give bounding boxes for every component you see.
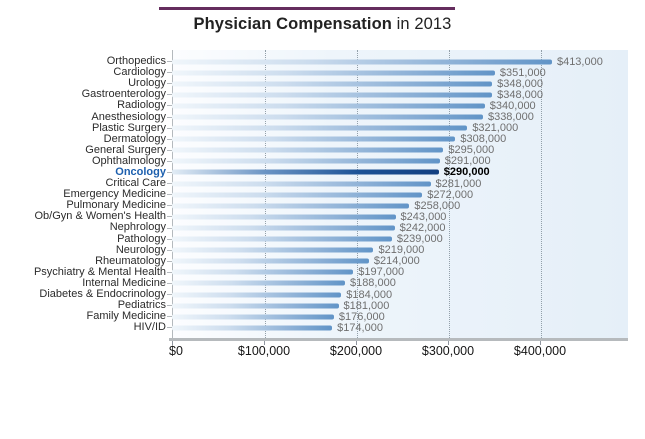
bar [172,259,369,264]
x-axis-label: $300,000 [421,344,475,358]
bar-track [172,211,645,222]
bar [172,70,495,75]
bar [172,192,422,197]
category-label: Ophthalmology [92,154,166,167]
value-label: $188,000 [349,277,396,290]
bar [172,170,439,175]
bar [172,59,552,64]
bar-row [0,322,645,333]
bar-row [0,111,645,122]
value-label: $219,000 [378,244,425,257]
bar [172,225,395,230]
chart-title-suffix: in 2013 [391,15,452,33]
value-label: $176,000 [338,310,385,323]
x-axis-line [169,338,628,341]
bar [172,181,431,186]
bar-track [172,256,645,267]
chart-title [0,15,645,34]
bar-track [172,156,645,167]
category-label: Urology [128,77,166,90]
value-label: $351,000 [499,66,546,79]
category-label: Nephrology [109,221,166,234]
bar-track [172,111,645,122]
category-label: Emergency Medicine [63,188,166,201]
bar-row [0,211,645,222]
bar-track [172,300,645,311]
value-label: $321,000 [472,122,519,135]
bar [172,203,409,208]
bar [172,325,332,330]
bar-track [172,67,645,78]
bar-row [0,167,645,178]
value-label: $295,000 [448,144,495,157]
bar [172,214,396,219]
category-label: Rheumatology [95,254,166,267]
category-label: Gastroenterology [81,88,166,101]
bar [172,159,440,164]
bar [172,115,483,120]
value-label: $290,000 [443,166,490,179]
value-label: $214,000 [373,255,420,268]
value-label: $308,000 [460,133,507,146]
category-label: HIV/ID [133,321,166,334]
bar [172,303,339,308]
value-label: $239,000 [396,233,443,246]
bar-row [0,56,645,67]
bar-track [172,78,645,89]
bar-track [172,222,645,233]
category-label: Family Medicine [86,310,166,323]
bar [172,314,334,319]
bar-track [172,145,645,156]
bar-track [172,200,645,211]
value-label: $258,000 [414,199,461,212]
value-label: $174,000 [337,321,383,334]
bar-row [0,89,645,100]
category-label: Anesthesiology [91,110,166,123]
bar [172,92,492,97]
bar-track [172,178,645,189]
category-label: Cardiology [113,66,166,79]
bar-row [0,289,645,300]
category-label: Diabetes & Endocrinology [39,288,166,301]
bar-row [0,67,645,78]
value-label: $197,000 [358,266,405,279]
bar [172,292,341,297]
value-label: $272,000 [427,188,474,201]
category-label: Neurology [115,243,166,256]
bar-track [172,134,645,145]
category-label: Ob/Gyn & Women's Health [34,210,166,223]
value-label: $338,000 [487,111,534,124]
bar-track [172,89,645,100]
value-label: $281,000 [435,177,482,190]
bar-row [0,222,645,233]
bar-track [172,311,645,322]
bar-row [0,100,645,111]
bar-track [172,322,645,333]
bar [172,103,485,108]
bar [172,148,443,153]
category-label: Psychiatry & Mental Health [33,265,166,278]
bar [172,270,353,275]
bar-rows [0,56,645,333]
category-label: General Surgery [85,143,166,156]
category-label: Internal Medicine [82,276,166,289]
bar-track [172,234,645,245]
category-label: Oncology [115,165,166,178]
bar-row [0,311,645,322]
bar [172,248,373,253]
x-axis-label: $400,000 [513,344,567,358]
bar-track [172,56,645,67]
value-label: $181,000 [343,299,390,312]
value-label: $348,000 [497,77,544,90]
bar-track [172,100,645,111]
bar-track [172,278,645,289]
value-label: $243,000 [400,210,447,223]
value-label: $291,000 [444,155,491,168]
bar-track [172,245,645,256]
category-label: Plastic Surgery [92,121,166,134]
bar [172,137,455,142]
bar [172,237,392,242]
bar-track [172,123,645,134]
value-label: $348,000 [497,88,544,101]
bar-row [0,156,645,167]
category-label: Critical Care [105,177,166,190]
bar-track [172,167,645,178]
bar-track [172,189,645,200]
bar-row [0,123,645,134]
x-axis-label: $0 [169,344,183,358]
category-label: Orthopedics [106,55,166,68]
value-label: $184,000 [346,288,393,301]
category-label: Pathology [117,232,166,245]
bar-track [172,267,645,278]
value-label: $340,000 [489,99,536,112]
value-label: $242,000 [399,221,446,234]
bar-track [172,289,645,300]
bar-row [0,234,645,245]
title-rule [159,7,455,10]
category-label: Pediatrics [117,299,166,312]
value-label: $413,000 [556,55,603,68]
category-label: Radiology [117,99,166,112]
chart-title-bold: Physician Compensation [193,15,392,33]
x-axis-label: $100,000 [237,344,291,358]
x-axis-label: $200,000 [329,344,383,358]
bar [172,81,492,86]
category-label: Dermatology [103,132,166,145]
bar [172,281,345,286]
category-label: Pulmonary Medicine [66,199,166,212]
bar [172,126,467,131]
